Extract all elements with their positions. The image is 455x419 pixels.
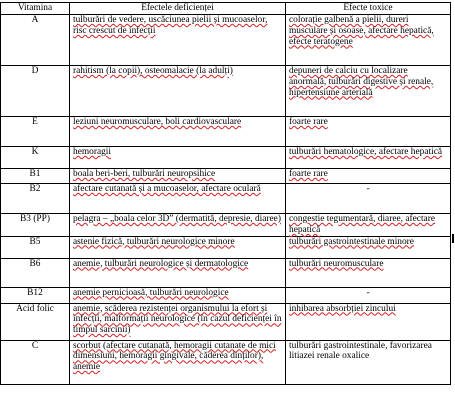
table-body (1, 15, 451, 385)
vitamin-cell: B5 (1, 236, 70, 258)
toxic-cell (286, 340, 451, 384)
deficiency-cell (70, 258, 286, 287)
toxic-cell (286, 214, 451, 237)
deficiency-cell (70, 236, 286, 258)
deficiency-text: rahitism (la copii), osteomalacie (la adulți) (73, 66, 233, 76)
deficiency-cell (70, 117, 286, 147)
deficiency-cell (70, 214, 286, 237)
toxic-text: tulburări gastrointestinale minore (289, 236, 414, 247)
toxic-cell (286, 66, 451, 117)
vitamin-cell: B6 (1, 258, 70, 287)
vitamin-cell: C (1, 340, 70, 384)
toxic-text: - (366, 184, 370, 194)
toxic-cell (286, 287, 451, 303)
toxic-text: tulburări neuromusculare (289, 258, 384, 269)
deficiency-text: anemie, scăderea rezistenței organismului la efort și infecții, malformații neurologice (în cazul deficienței în timpul sarcinii) (73, 303, 282, 336)
deficiency-text: leziuni neuromusculare, boli cardiovasculare (73, 117, 242, 127)
table-row (1, 184, 451, 214)
toxic-text: congestie tegumentară, diaree, afectare hepatică (289, 214, 436, 235)
toxic-text: tulburări gastrointestinale, favorizarea litiazei renale oxalice (289, 340, 432, 362)
toxic-cell (286, 147, 451, 169)
deficiency-cell (70, 15, 286, 66)
deficiency-cell (70, 340, 286, 384)
table-header-row (1, 3, 451, 15)
deficiency-text: anemie, tulburări neurologice și dermatologice (73, 258, 249, 269)
toxic-text: foarte rare (289, 169, 328, 179)
toxic-text: foarte rare (289, 117, 328, 127)
toxic-text: depuneri de calciu cu localizare anormală, tulburări digestive și renale, hipertensiune arterială (289, 66, 434, 98)
deficiency-text: astenie fizică, tulburări neurologice minore (73, 236, 235, 247)
toxic-cell (286, 303, 451, 340)
vitamin-cell: K (1, 147, 70, 169)
table-row (1, 258, 451, 287)
vitamin-cell: B1 (1, 169, 70, 184)
deficiency-text: afectare cutanată și a mucoaselor, afectare oculară (73, 184, 261, 194)
deficiency-text: tulburări de vedere, uscăciunea pielii și mucoaselor, risc crescut de infecții (73, 15, 268, 36)
toxic-text: tulburări hematologice, afectare hepatică (289, 147, 443, 157)
table-row (1, 303, 451, 340)
toxic-cell (286, 169, 451, 184)
deficiency-text: boala beri-beri, tulburări neuropsihice (73, 169, 216, 179)
vitamin-cell: B12 (1, 287, 70, 303)
vitamin-cell: B2 (1, 184, 70, 214)
vitamin-cell: Acid folic (1, 303, 70, 340)
header-toxic: Efecte toxice (286, 3, 451, 15)
vitamins-table (0, 2, 451, 385)
deficiency-cell (70, 303, 286, 340)
toxic-text: - (366, 287, 370, 298)
deficiency-cell (70, 184, 286, 214)
table-row (1, 169, 451, 184)
deficiency-text: scorbut (afectare cutanată, hemoragii cutanate de mici dimensiuni, hemoragii gingivale, căderea dinților), anemie (73, 340, 276, 373)
table-row (1, 147, 451, 169)
table-row (1, 214, 451, 237)
toxic-cell (286, 258, 451, 287)
text-cursor (452, 234, 454, 243)
deficiency-cell (70, 169, 286, 184)
table-row (1, 117, 451, 147)
table-row (1, 236, 451, 258)
table-row (1, 340, 451, 384)
toxic-cell (286, 117, 451, 147)
header-deficiency: Efectele deficienței (70, 3, 286, 15)
vitamin-cell: B3 (PP) (1, 214, 70, 237)
header-vitamin: Vitamina (1, 3, 70, 15)
table-row (1, 15, 451, 66)
toxic-text: colorație galbenă a pielii, dureri musculare și osoase, afectare hepatică, efecte teratogene (289, 15, 434, 47)
toxic-cell (286, 15, 451, 66)
deficiency-cell (70, 66, 286, 117)
deficiency-cell (70, 287, 286, 303)
vitamin-cell: A (1, 15, 70, 66)
table-row (1, 287, 451, 303)
deficiency-text: pelagra – „boala celor 3D” (dermatită, depresie, diaree) (73, 214, 281, 224)
toxic-cell (286, 184, 451, 214)
deficiency-text: hemoragii (73, 147, 112, 157)
vitamin-cell: D (1, 66, 70, 117)
toxic-cell (286, 236, 451, 258)
vitamin-cell: E (1, 117, 70, 147)
deficiency-text: anemie pernicioasă, tulburări neurologice (73, 287, 229, 298)
deficiency-cell (70, 147, 286, 169)
table-row (1, 66, 451, 117)
toxic-text: inhibarea absorbției zincului (289, 303, 396, 314)
